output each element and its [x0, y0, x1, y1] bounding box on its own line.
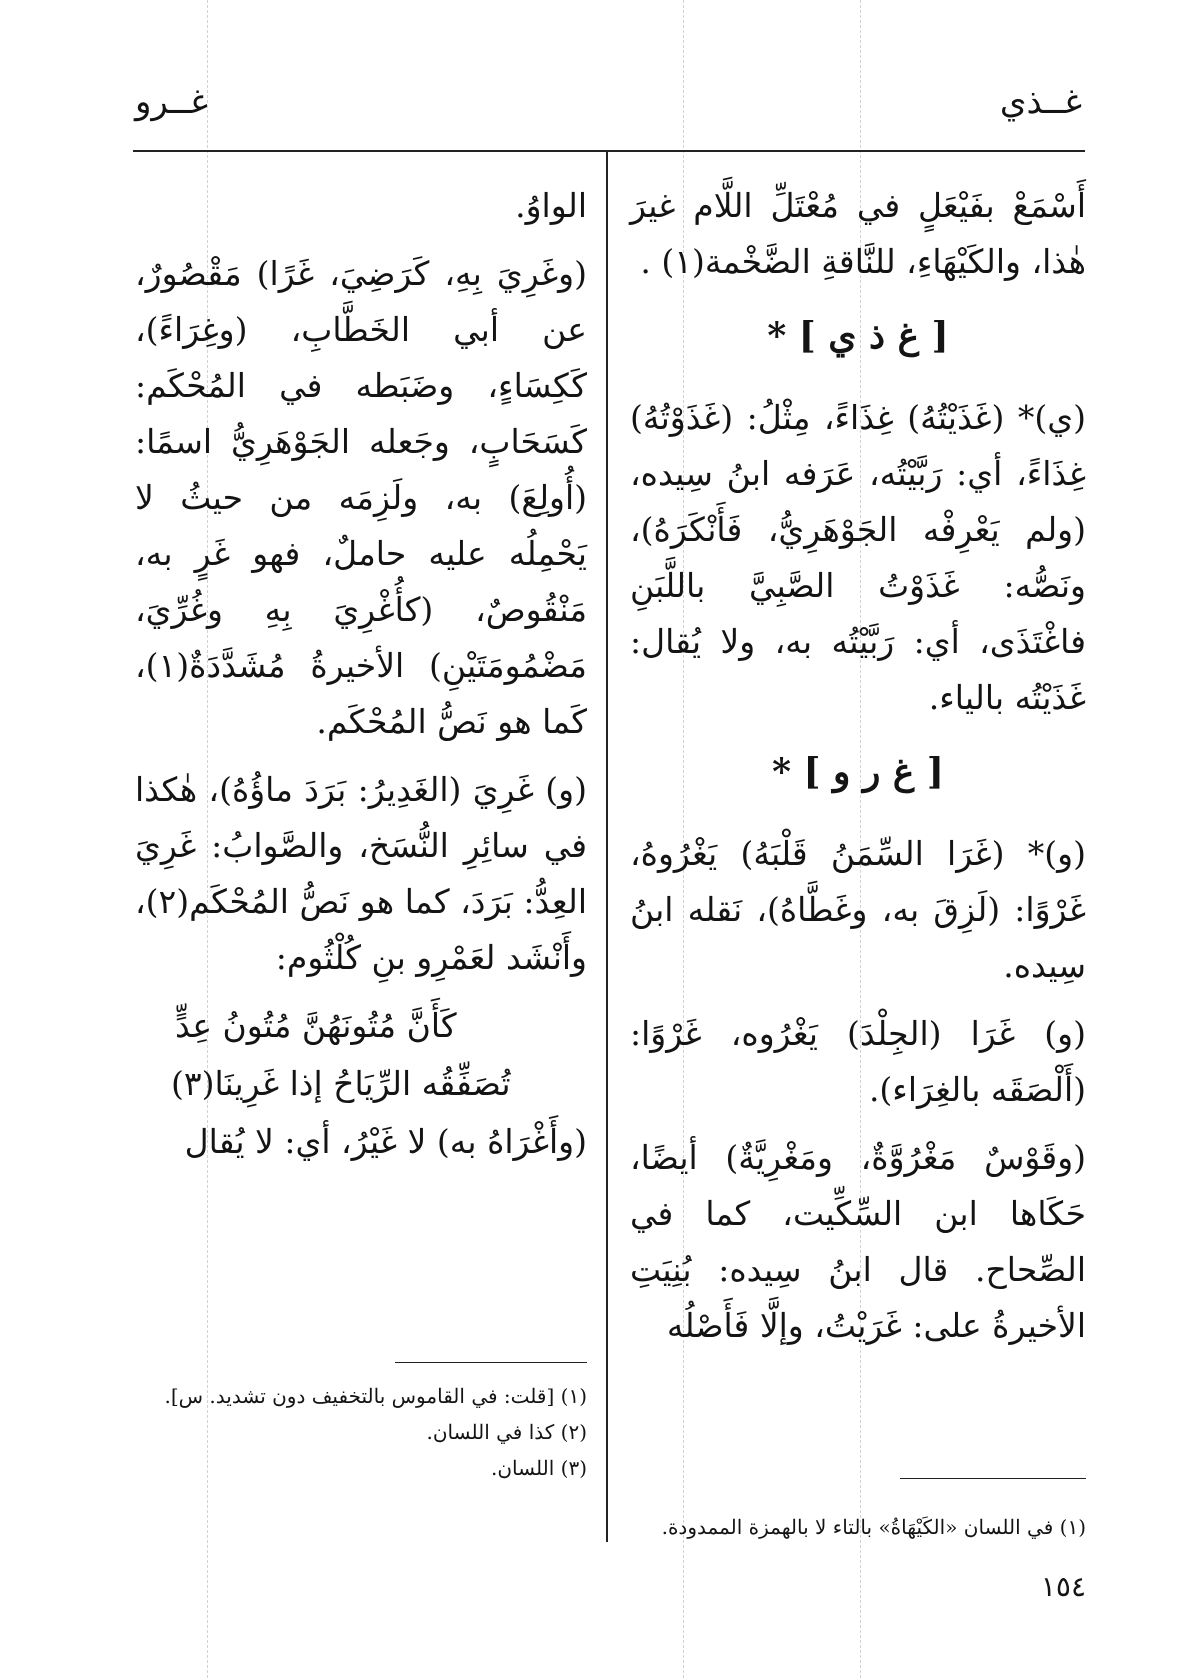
- paragraph: (و) غَرِيَ (الغَدِيرُ: بَرَدَ ماؤُهُ)، هٰكذا في سائِرِ النُّسَخ، والصَّوابُ: غَرِيَ العِدُّ: بَرَدَ، كما هو نَصُّ المُحْكَم(٢)، وأَنْشَد لعَمْرِو بنِ كُلْثُوم:: [135, 770, 587, 977]
- right-column: [630, 178, 1086, 1366]
- paragraph: (و) غَرَا (الجِلْدَ) يَغْرُوه، غَرْوًا: (أَلْصَقَه بالغِرَاء).: [630, 1014, 1086, 1109]
- header-rule: [133, 150, 1085, 152]
- paragraph: (ي)* (غَذَيْتُهُ) غِذَاءً، مِثْلُ: (غَذَوْتُهُ) غِذَاءً، أي: رَبَّيْتُه، عَرَفه ابنُ سِيده، (ولم يَعْرِفْه الجَوْهَرِيُّ، فَأَنْكَرَهُ)، ونَصُّه: غَذَوْتُ الصَّبِيَّ باللَّبَنِ فاغْتَذَى، أي: رَبَّيْتُه به، ولا يُقال: غَذَيْتُه بالياء.: [630, 398, 1086, 717]
- footnote: (٢) كذا في اللسان.: [426, 1420, 587, 1444]
- paragraph: أَسْمَعْ بفَيْعَلٍ في مُعْتَلِّ اللَّام غيرَ هٰذا، والكَيْهَاءِ، للنَّاقةِ الضَّخْمة(١) .: [630, 186, 1086, 281]
- left-column: [135, 178, 587, 1182]
- footnote-rule: [900, 1478, 1086, 1479]
- column-divider: [606, 152, 608, 1542]
- footnotes-right: [630, 1512, 1086, 1546]
- paragraph: (وقَوْسٌ مَغْرُوَّةٌ، ومَغْرِيَّةٌ) أيضًا، حَكَاها ابن السِّكِّيت، كما في الصِّحاح. قال ابنُ سِيده: بُنِيَتِ الأخيرةُ على: غَرَيْتُ، وإلَّا فَأَصْلُه: [630, 1138, 1086, 1345]
- page-number: ١٥٤: [1040, 1570, 1086, 1603]
- footnote: (١) [قلت: في القاموس بالتخفيف دون تشديد. س].: [164, 1384, 587, 1408]
- paragraph: (وأَغْرَاهُ به) لا غَيْرُ، أي: لا يُقال: [184, 1122, 587, 1161]
- poetry-verse: تُصَفِّقُه الرِّيَاحُ إذا غَرِينَا(٣): [171, 1064, 511, 1103]
- footnote: (١) في اللسان «الكَيْهَاةُ» بالتاء لا بالهمزة الممدودة.: [661, 1515, 1086, 1539]
- footnotes-left: [135, 1380, 587, 1488]
- poetry-verse: كَأَنَّ مُتُونَهُنَّ مُتُونُ عِدٍّ: [175, 1006, 457, 1045]
- paragraph: (و)* (غَرَا السِّمَنُ قَلْبَهُ) يَغْرُوهُ، غَرْوًا: (لَزِقَ به، وغَطَّاهُ)، نَقله ابنُ سِيده.: [630, 834, 1086, 985]
- entry-heading: [ غ ر و ] *: [772, 751, 944, 793]
- running-header-left: غــرو: [135, 82, 208, 122]
- paragraph: (وغَرِيَ بِهِ، كَرَضِيَ، غَرًا) مَقْصُورٌ، عن أبي الخَطَّابِ، (وغِرَاءً)، كَكِسَاءٍ، وضَبَطه في المُحْكَم: كَسَحَابٍ، وجَعله الجَوْهَرِيُّ اسمًا: (أُولِعَ) به، ولَزِمَه من حيثُ لا يَحْمِلُه عليه حاملٌ، فهو غَرٍ به، مَنْقُوصٌ، (كأُغْرِيَ بِهِ وغُرِّيَ، مَضْمُومَتَيْنِ) الأخيرةُ مُشَدَّدَةٌ(١)، كَما هو نَصُّ المُحْكَم.: [135, 254, 587, 741]
- running-header-right: غــذي: [999, 82, 1082, 122]
- footnote-rule: [395, 1362, 587, 1363]
- footnote: (٣) اللسان.: [491, 1456, 587, 1480]
- entry-heading: [ غ ذ ي ] *: [767, 315, 949, 357]
- paragraph: الواوُ.: [515, 186, 587, 225]
